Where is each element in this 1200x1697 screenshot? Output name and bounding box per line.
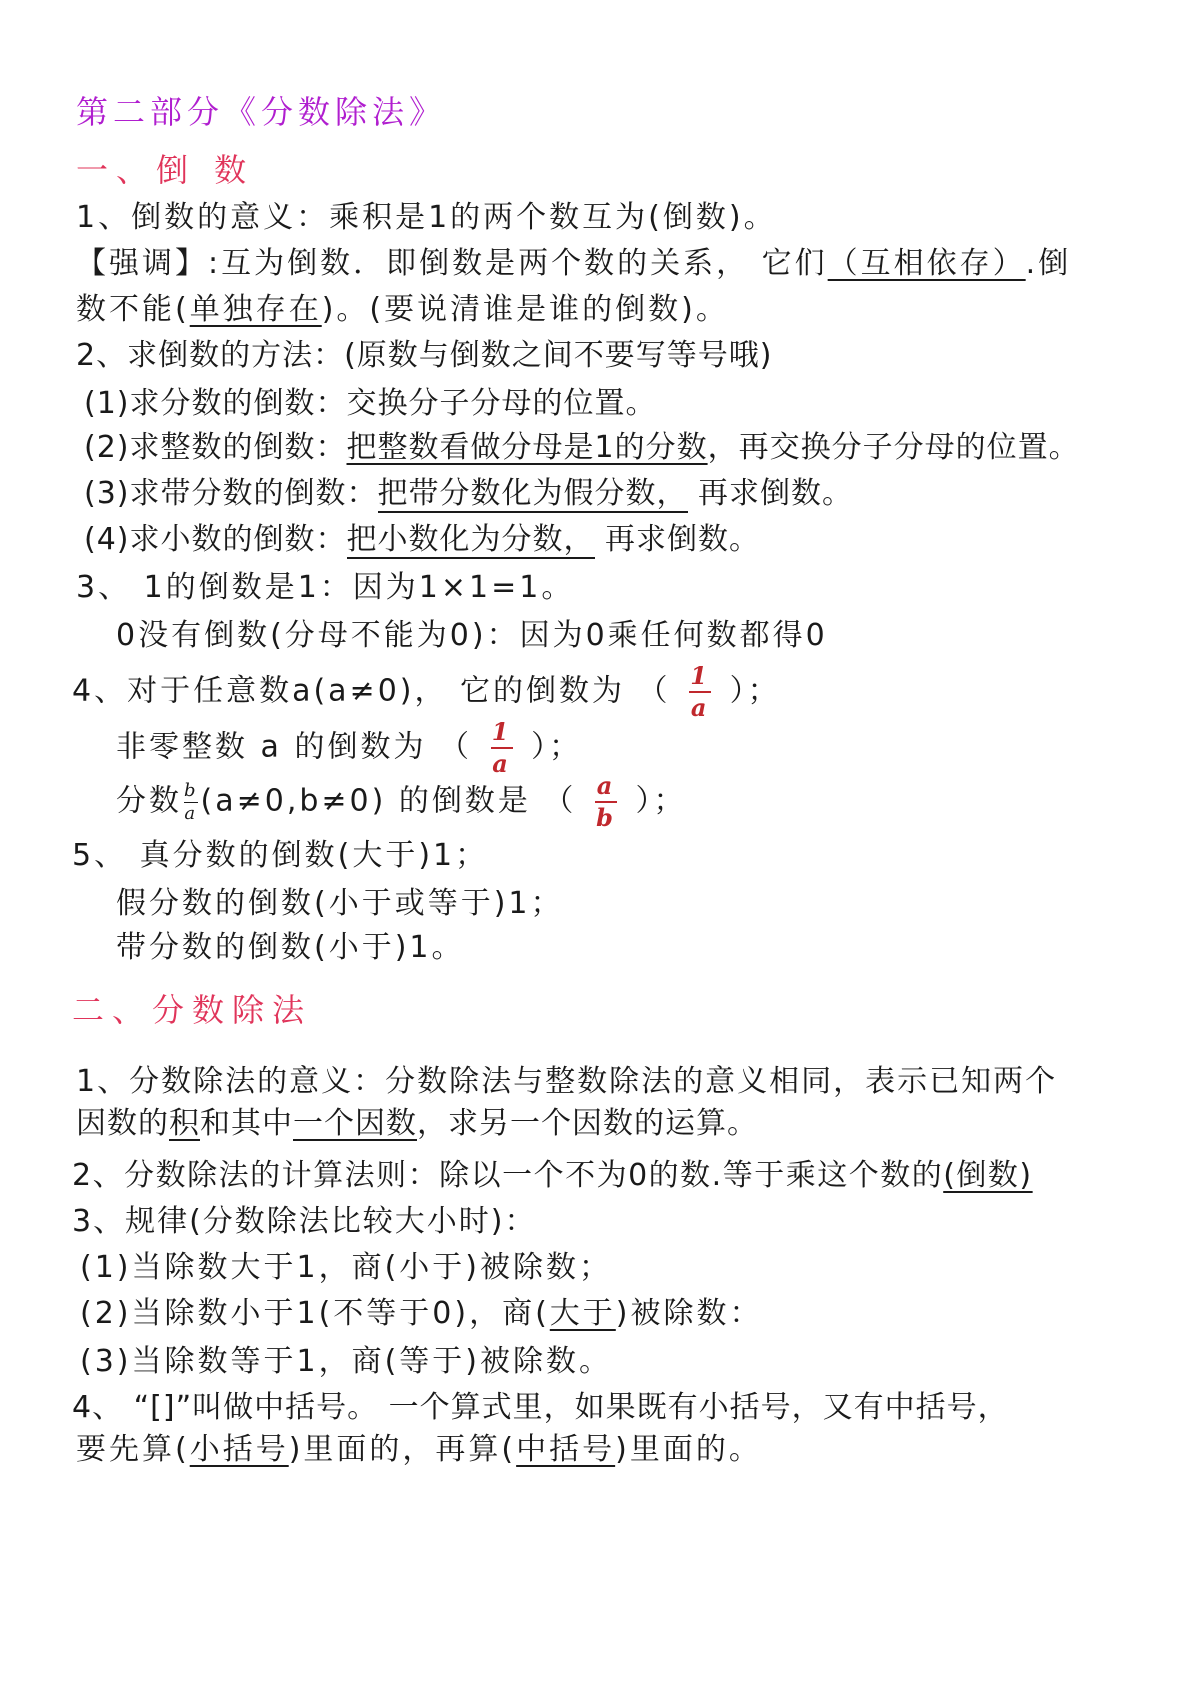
method-text: 再求倒数。	[698, 476, 854, 511]
underlined-answer: 单独存在	[189, 292, 322, 327]
method-text: 再求倒数。	[605, 522, 761, 557]
section-heading-division: 二、分数除法	[72, 991, 313, 1029]
reciprocal-method: 2、求倒数的方法：(原数与倒数之间不要写等号哦)	[76, 338, 773, 373]
underlined-answer: 大于	[549, 1296, 616, 1331]
section-heading-reciprocal: 一、倒 数	[76, 151, 255, 189]
underlined-answer: 把整数看做分母是1的分数	[346, 430, 708, 465]
statement-text: )里面的。	[615, 1432, 762, 1467]
method-decimal	[84, 520, 760, 560]
fraction-numerator: a	[596, 771, 616, 800]
underlined-answer: 中括号	[516, 1432, 616, 1467]
statement-text: 2、分数除法的计算法则：除以一个不为0的数.等于乘这个数的	[72, 1158, 944, 1193]
emphasis-text: )。(要说清谁是谁的倒数)。	[321, 292, 729, 327]
fraction-a-over-b	[595, 771, 617, 832]
statement-text: (a≠0,b≠0) 的倒数是 （	[200, 783, 577, 819]
statement-text: 非零整数 a 的倒数为 （	[116, 729, 472, 765]
proper-fraction-rule: 5、 真分数的倒数(大于)1；	[72, 838, 489, 873]
reciprocal-of-one: 3、 1的倒数是1：因为1×1=1。	[76, 570, 575, 605]
fraction-numerator: b	[184, 779, 199, 801]
emphasis-text: .倒	[1025, 246, 1072, 281]
fraction-denominator: b	[596, 803, 616, 832]
statement-text: )被除数：	[615, 1296, 763, 1331]
underlined-answer: 把带分数化为假分数，	[377, 476, 688, 511]
statement-text: ）；	[729, 673, 781, 709]
underlined-answer: 小括号	[189, 1432, 289, 1467]
mixed-number-rule: 带分数的倒数(小于)1。	[116, 930, 465, 965]
division-meaning: 1、分数除法的意义：分数除法与整数除法的意义相同，表示已知两个	[76, 1064, 1058, 1099]
method-integer	[84, 428, 1080, 468]
method-fraction: (1)求分数的倒数：交换分子分母的位置。	[84, 386, 657, 421]
any-number-reciprocal	[72, 661, 781, 722]
method-label: (2)求整数的倒数：	[84, 430, 347, 465]
method-mixed-number	[84, 474, 853, 514]
statement-text: 分数	[116, 783, 182, 819]
brackets-rule: 4、 “[]”叫做中括号。 一个算式里，如果既有小括号，又有中括号，	[72, 1390, 1009, 1425]
fraction-one-over-a	[491, 717, 513, 778]
fraction-one-over-a	[689, 661, 711, 722]
underlined-answer: (倒数)	[943, 1158, 1033, 1193]
method-label: (4)求小数的倒数：	[84, 522, 347, 557]
underlined-answer: 一个因数	[293, 1106, 417, 1141]
fraction-reciprocal	[116, 771, 687, 832]
emphasis-line-2	[76, 290, 729, 330]
statement-text: ，求另一个因数的运算。	[417, 1106, 758, 1141]
statement-text: 和其中	[200, 1106, 293, 1141]
method-label: (3)求带分数的倒数：	[84, 476, 378, 511]
fraction-numerator: 1	[491, 717, 512, 746]
statement-text: 要先算(	[76, 1432, 190, 1467]
emphasis-text: 数不能(	[76, 292, 190, 327]
division-rule	[72, 1156, 1033, 1196]
fraction-denominator: a	[690, 693, 710, 722]
statement-text: (2)当除数小于1(不等于0)，商(	[80, 1296, 550, 1331]
pattern-divisor-greater: (1)当除数大于1，商(小于)被除数；	[80, 1250, 612, 1285]
fraction-b-over-a	[184, 779, 199, 824]
improper-fraction-rule: 假分数的倒数(小于或等于)1；	[116, 886, 564, 921]
page-title: 第二部分《分数除法》	[76, 93, 447, 131]
statement-text: )里面的，再算(	[288, 1432, 517, 1467]
fraction-denominator: a	[492, 749, 511, 778]
division-meaning-cont	[76, 1104, 758, 1144]
nonzero-integer-reciprocal	[116, 717, 583, 778]
zero-no-reciprocal: 0没有倒数(分母不能为0)：因为0乘任何数都得0	[116, 618, 828, 653]
pattern-divisor-equal: (3)当除数等于1，商(等于)被除数。	[80, 1344, 612, 1379]
brackets-rule-cont	[76, 1430, 762, 1470]
statement-text: 4、对于任意数a(a≠0)， 它的倒数为 （	[72, 673, 671, 709]
method-text: ，再交换分子分母的位置。	[707, 430, 1080, 465]
underlined-answer: 积	[169, 1106, 200, 1141]
emphasis-line-1	[76, 244, 1071, 284]
fraction-numerator: 1	[690, 661, 710, 690]
division-pattern: 3、规律(分数除法比较大小时)：	[72, 1204, 537, 1239]
underlined-answer: 把小数化为分数，	[346, 522, 595, 557]
statement-text: 因数的	[76, 1106, 169, 1141]
statement-text: ）；	[635, 783, 687, 819]
pattern-divisor-less	[80, 1294, 763, 1334]
emphasis-text: 【强调】:互为倒数．即倒数是两个数的关系， 它们	[76, 246, 828, 281]
reciprocal-meaning: 1、倒数的意义：乘积是1的两个数互为(倒数)。	[76, 200, 777, 235]
fraction-denominator: a	[184, 802, 199, 824]
statement-text: ）；	[531, 729, 583, 765]
underlined-answer: （互相依存）	[827, 246, 1026, 281]
